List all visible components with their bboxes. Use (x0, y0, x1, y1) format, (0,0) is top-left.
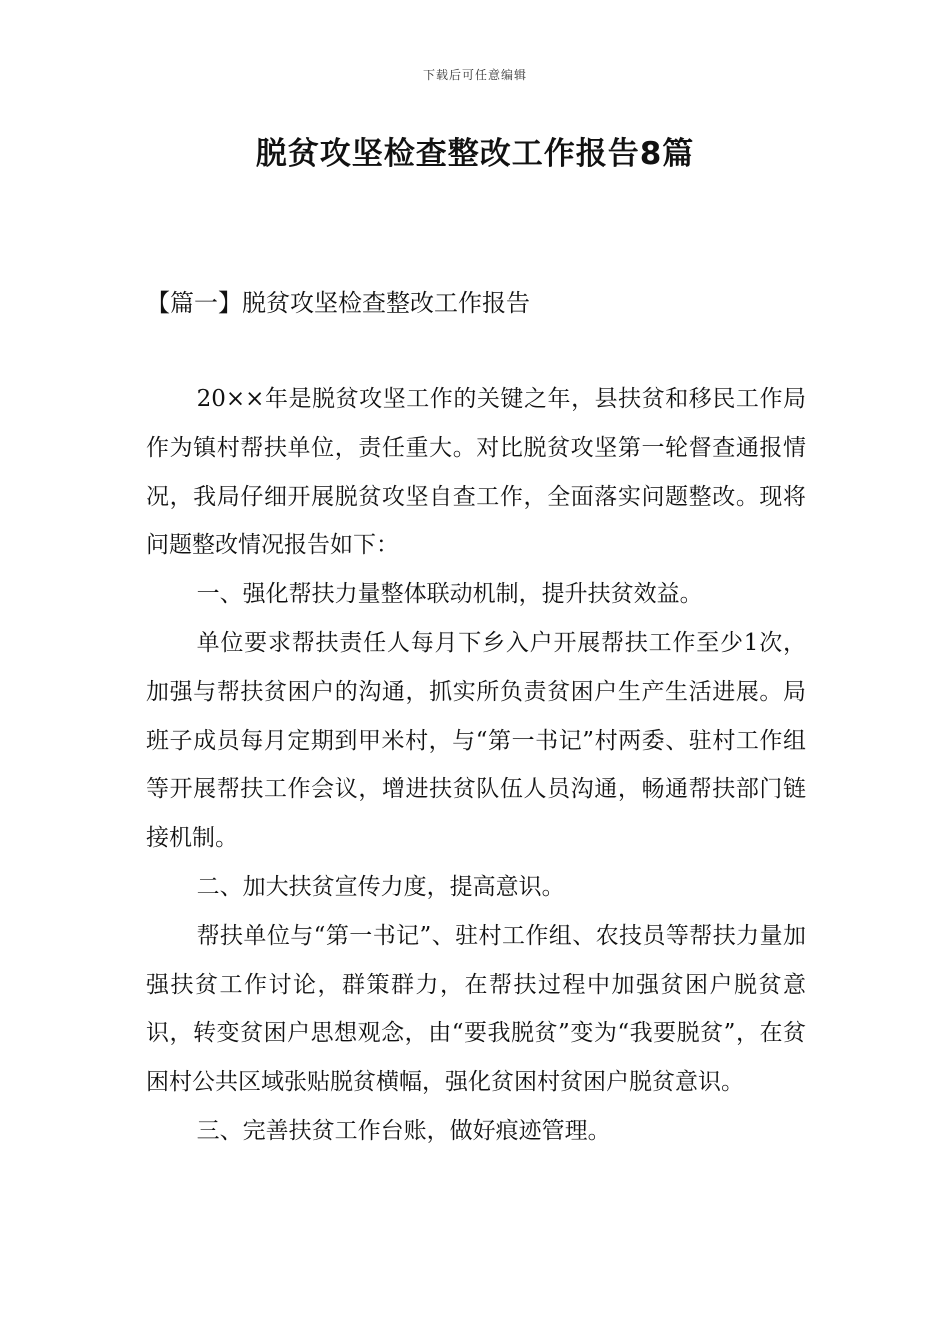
paragraph-body-2: 帮扶单位与“第一书记”、驻村工作组、农技员等帮扶力量加强扶贫工作讨论，群策群力，在帮扶过程中加强贫困户脱贫意识，转变贫困户思想观念，由“要我脱贫”变为“我要脱贫”，在贫困村公共区域张贴脱贫横幅，强化贫困村贫困户脱贫意识。 (146, 922, 806, 1096)
document-body (146, 375, 806, 1156)
download-note: 下载后可任意编辑 (422, 68, 527, 82)
paragraph-intro: 20××年是脱贫攻坚工作的关键之年，县扶贫和移民工作局作为镇村帮扶单位，责任重大。对比脱贫攻坚第一轮督查通报情况，我局仔细开展脱贫攻坚自查工作，全面落实问题整改。现将问题整改情况报告如下： (146, 386, 806, 559)
section-heading: 【篇一】脱贫攻坚检查整改工作报告 (146, 289, 530, 317)
paragraph-heading-2: 二、加大扶贫宣传力度，提高意识。 (196, 873, 565, 900)
document-title: 脱贫攻坚检查整改工作报告8篇 (255, 136, 695, 172)
paragraph-body-1: 单位要求帮扶责任人每月下乡入户开展帮扶工作至少1次，加强与帮扶贫困户的沟通，抓实所负责贫困户生产生活进展。局班子成员每月定期到甲米村，与“第一书记”村两委、驻村工作组等开展帮扶工作会议，增进扶贫队伍人员沟通，畅通帮扶部门链接机制。 (146, 629, 806, 852)
paragraph-heading-3: 三、完善扶贫工作台账，做好痕迹管理。 (196, 1117, 611, 1144)
paragraph-heading-1: 一、强化帮扶力量整体联动机制，提升扶贫效益。 (196, 581, 703, 608)
